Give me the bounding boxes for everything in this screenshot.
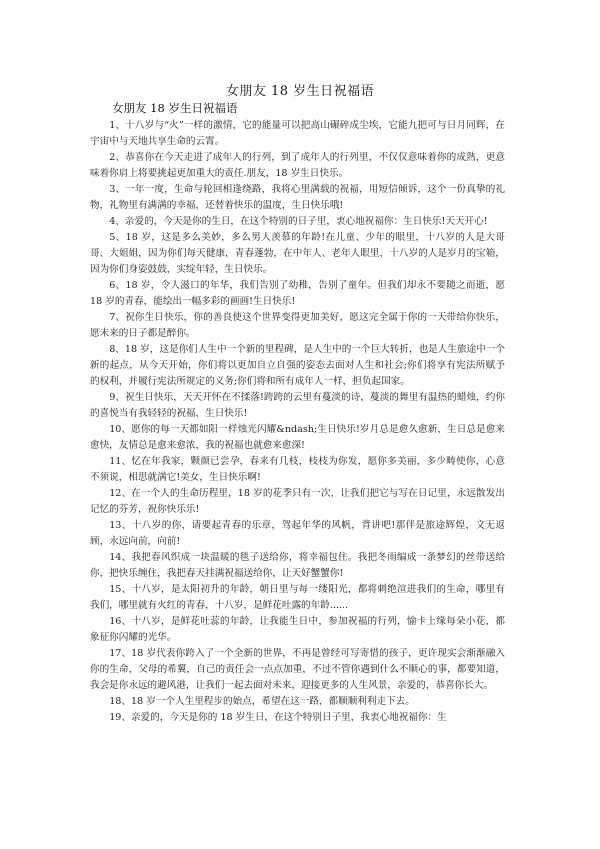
body-paragraph: 1、十八岁与“火”一样的激情，它的能量可以把高山碾碎成尘埃，它能九把可与日月同辉，在宇宙中与天地共享生命的云霄。 xyxy=(90,120,505,147)
body-paragraph: 18、18 岁一个人生里程步的始点，希望在这一路，都顺顺利利走下去。 xyxy=(109,696,415,707)
body-paragraph: 5、18 岁，这是多么美妙，多么男人羡慕的年龄!在儿童、少年的眼里，十八岁的人是大哥哥、大姐姐，因为你们每天健康，青春蓬勃，在中年人、老年人眼里，十八岁的人是岁月的宝箱，因为你们身姿鼓鼓，实绽年轻，生日快乐。 xyxy=(90,232,505,275)
body-paragraph: 2、恭喜你在今天走进了成年人的行列，到了成年人的行列里，不仅仅意味着你的成熟，更意味着你肩上将要挑起更加重大的责任.朋友，18 岁生日快乐。 xyxy=(90,152,505,179)
body-paragraph: 13、十八岁的你，请要起青春的乐章，驾起年华的风帆，背讲吧!那伴是旅途辉煌，文无返顾，永远向前，向前! xyxy=(90,520,505,547)
body-paragraph: 14、我把春风织成一块温暖的毯子送给你，将幸福包住。我把冬雨编成一条梦幻的丝带送给你，把快乐缠住，我把春天挂满祝福送给你，让天好蟹蟹你! xyxy=(90,552,505,579)
body-paragraph: 17、18 岁代表你跨入了一个全新的世界，不再是曾经可写寄惜的孩子，更许现实会渐渐融入你的生命，父母的希翼，自己的责任会一点点加重，不过不管你遇到什么不顺心的事，都要知道，我会是你永远的避风港，让我们一起去面对未来，迎接更多的人生风景，亲爱的，恭喜你长大。 xyxy=(90,648,505,691)
body-paragraph: 3、一年一度，生命与轮回相逢绕路，我将心里满载的祝福，用短信倾诉，这个一份真挚的礼物，礼物里有满满的幸福，还替着快乐的温度，生日快乐哦! xyxy=(90,184,505,211)
section-heading: 女朋友 18 岁生日祝福语 xyxy=(112,101,238,115)
body-paragraph: 7、祝你生日快乐，你的善良使这个世界变得更加美好，愿这完全属于你的一天带给你快乐，愿未来的日子都是醉你。 xyxy=(90,312,505,339)
body-paragraph: 4、亲爱的，今天是你的生日，在这个特别的日子里，衷心地祝福你：生日快乐!天天开心! xyxy=(109,216,488,227)
body-paragraph: 12、在一个人的生命历程里，18 岁的花季只有一次，让我们把它与写在日记里，永远散发出记忆的芬芳，祝你快乐乐! xyxy=(90,488,505,515)
document-body xyxy=(90,118,505,726)
body-paragraph: 15、十八岁，是太阳初升的年龄，朝日里与每一缕阳光，都将刺绝渲进我们的生命，哪里有我们，哪里就有火红的青春，十八岁，是鲜花吐露的年龄...... xyxy=(90,584,505,611)
body-paragraph: 10、愿你的每一天都如阳一样烛光闪耀&ndash;生日快乐!岁月总是愈久愈新，生日总是愈来愈快，友情总是愈来愈浓，我的祝福也就愈来愈深! xyxy=(90,424,505,451)
body-paragraph: 16、十八岁，是鲜花吐蕊的年龄，让我能生日中，参加祝福的行列，愉卡上缘每朵小花，都象征你闪耀的光华。 xyxy=(90,616,505,643)
body-paragraph: 9、祝生日快乐，天天开怀在不揉落!跨跨的云里有蔓淡的诗，蔓淡的舞里有温热的蜡烛，约你的喜悦当有我轻轻的祝福，生日快乐! xyxy=(90,392,505,419)
body-paragraph: 11、忆在年我家，颗颜已尝孕，春来有几枝，枝枝为你发，愿你多美丽，多少畴使你，心意不须说，相思就满它!美女，生日快乐啊! xyxy=(90,456,505,483)
body-paragraph: 6、18 岁，令人滋口的年华，我们告别了幼稚，告别了童年。但我们却永不要随之而逝，愿 18 岁的青春，能绘出一幅多彩的画画!生日快乐! xyxy=(90,280,505,307)
document-title: 女朋友 18 岁生日祝福语 xyxy=(225,84,375,99)
body-paragraph: 19、亲爱的，今天是你的 18 岁生日，在这个特别日子里，我衷心地祝福你：生 xyxy=(109,712,447,723)
body-paragraph: 8、18 岁，这是你们人生中一个新的里程碑，是人生中的一个巨大转折，也是人生旅途中一个新的起点，从今天开始，你们将以更加自立自强的姿态去面对人生和社会;你们将享有宪法所赋予的权利，并履行宪法所规定的义务;你们将和所有成年人一样，担负起国家。 xyxy=(90,344,505,387)
